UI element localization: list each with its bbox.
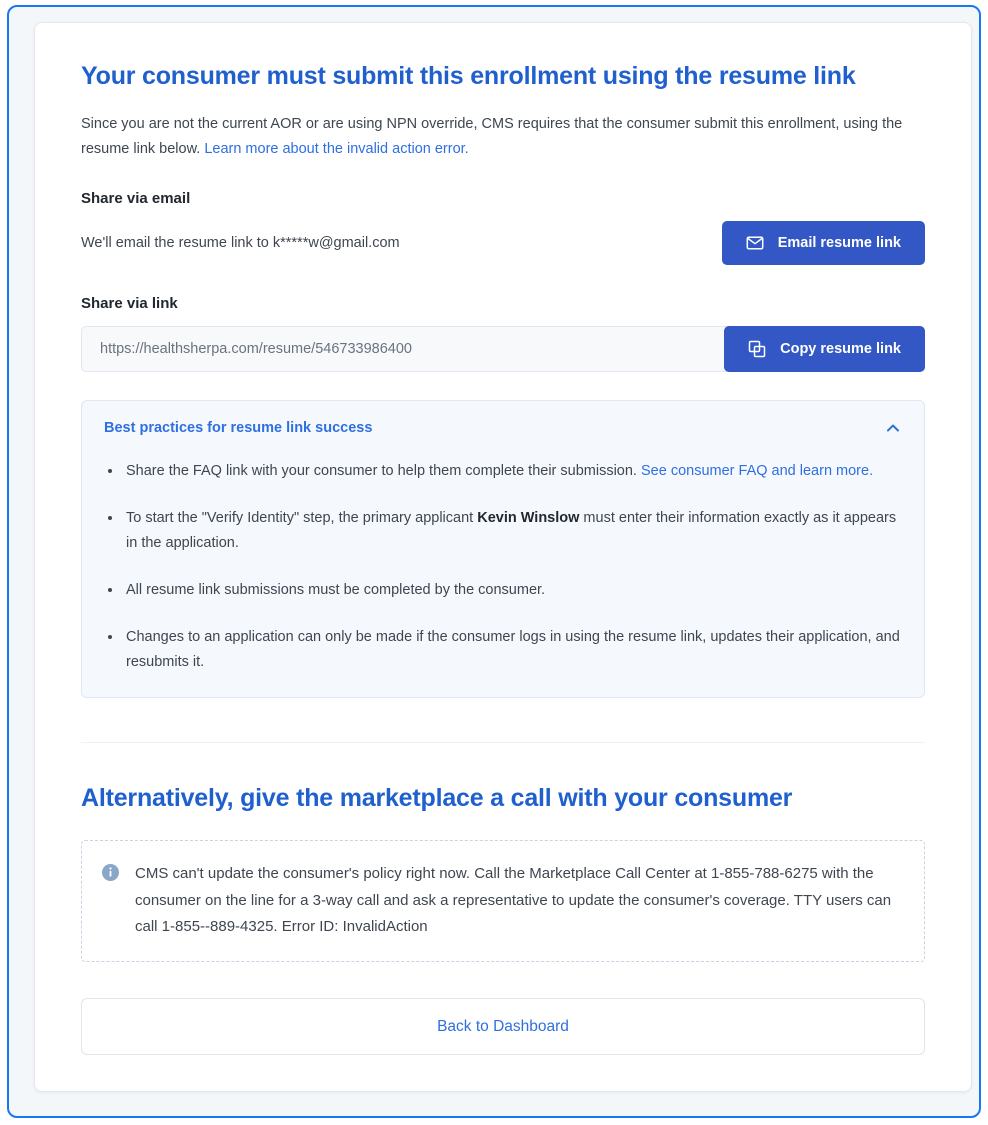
primary-applicant-name: Kevin Winslow	[477, 510, 580, 527]
list-item	[104, 459, 902, 484]
copy-icon	[748, 340, 766, 358]
best-practices-list	[104, 459, 902, 675]
best-practices-header[interactable]	[104, 419, 902, 437]
share-via-link-label: Share via link	[81, 295, 178, 313]
email-resume-link-button[interactable]	[722, 221, 925, 265]
share-via-email-label: Share via email	[81, 190, 191, 208]
browser-viewport	[7, 5, 981, 1118]
cms-error-alert	[81, 840, 925, 962]
list-item	[104, 625, 902, 675]
list-item	[104, 578, 902, 603]
list-item	[104, 506, 902, 556]
bullet-text: Changes to an application can only be made if the consumer logs in using the resume link, updates their application, and resubmits it.	[126, 628, 900, 670]
bullet-text-cont: must enter their information exactly as it appears in the application.	[126, 510, 897, 551]
copy-resume-link-button-label: Copy resume link	[780, 341, 901, 358]
consumer-faq-link[interactable]: See consumer FAQ and learn more.	[640, 463, 874, 480]
page-title: Your consumer must submit this enrollment using the resume link	[81, 62, 856, 90]
email-masked-note: We'll email the resume link to k*****w@gmail.com	[81, 234, 400, 251]
alternative-title: Alternatively, give the marketplace a call with your consumer	[81, 783, 793, 812]
info-circle-icon	[102, 864, 119, 886]
invalid-action-error-link[interactable]: Learn more about the invalid action error.	[204, 141, 469, 158]
chevron-up-icon[interactable]	[884, 419, 902, 437]
bullet-text: To start the "Verify Identity" step, the primary applicant	[126, 510, 478, 527]
intro-text: Since you are not the current AOR or are using NPN override, CMS requires that the consumer submit this enrollment, using the resume link below.	[81, 116, 903, 158]
email-resume-link-button-label: Email resume link	[777, 235, 901, 252]
copy-resume-link-button[interactable]	[724, 326, 925, 372]
best-practices-panel	[81, 400, 925, 698]
section-divider	[81, 742, 925, 743]
back-to-dashboard-button[interactable]: Back to Dashboard	[81, 998, 925, 1055]
bullet-text: All resume link submissions must be completed by the consumer.	[126, 581, 546, 598]
envelope-icon	[746, 234, 764, 252]
best-practices-title: Best practices for resume link success	[104, 420, 373, 437]
share-via-email-row	[81, 221, 925, 265]
resume-link-group	[81, 326, 925, 372]
enrollment-card	[34, 22, 972, 1092]
intro-paragraph	[81, 112, 925, 162]
cms-error-alert-text: CMS can't update the consumer's policy right now. Call the Marketplace Call Center at 1-855-788-6275 with the consumer on the line for a 3-way call and ask a representative to update the consumer's coverage. TTY users can call 1-855--889-4325. Error ID: InvalidAction	[135, 865, 892, 936]
resume-link-input[interactable]	[81, 326, 738, 372]
bullet-text: Share the FAQ link with your consumer to help them complete their submission.	[126, 463, 641, 480]
